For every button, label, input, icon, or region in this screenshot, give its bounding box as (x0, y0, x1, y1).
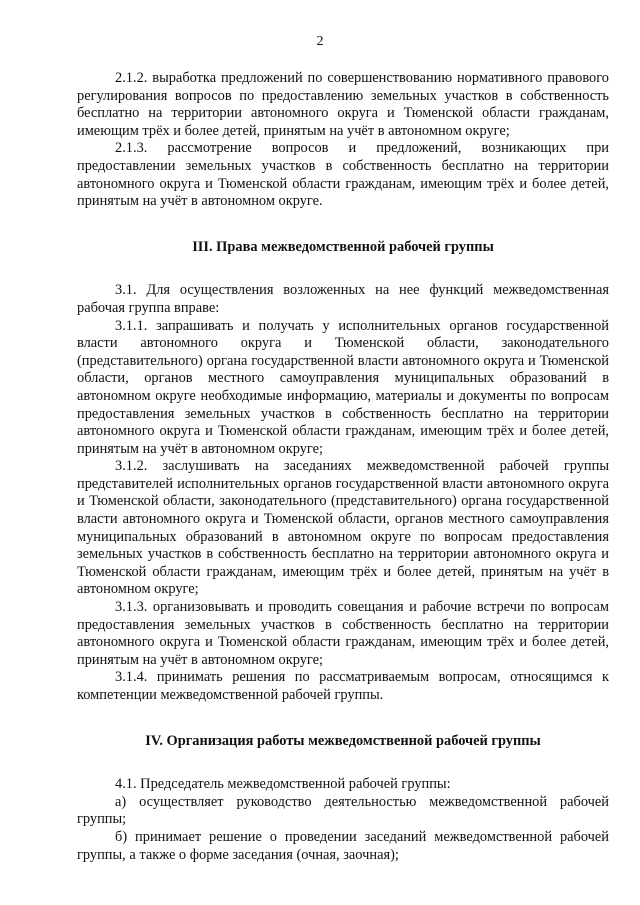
page-number: 2 (316, 34, 324, 49)
paragraph-3-1-4: 3.1.4. принимать решения по рассматриваемым вопросам, относящимся к компетенции межведомственной рабочей группы. (77, 669, 609, 703)
paragraph-3-1: 3.1. Для осуществления возложенных на нее функций межведомственная рабочая группа вправе: (77, 282, 609, 316)
paragraph-3-1-1: 3.1.1. запрашивать и получать у исполнительных органов государственной власти автономного округа и Тюменской области, законодательного (представительного) органа государственной власти автономного округа и Тюменской области, органов местного самоуправления муниципальных образований в автономном округе необходимые информацию, материалы и документы по вопросам предоставления земельных участков в собственность бесплатно на территории автономного округа и Тюменской области гражданам, имеющим трёх и более детей, принятым на учёт в автономном округе; (77, 317, 609, 457)
paragraph-4-1-b: б) принимает решение о проведении заседаний межведомственной рабочей группы, а также о форме заседания (очная, заочная); (77, 828, 609, 863)
paragraph-4-1-a: а) осуществляет руководство деятельностью межведомственной рабочей группы; (77, 793, 609, 828)
section-heading-iv: IV. Организация работы межведомственной рабочей группы (145, 732, 541, 749)
paragraph-2-1-2: 2.1.2. выработка предложений по совершенствованию нормативного правового регулирования вопросов по предоставлению земельных участков в собственность бесплатно на территории автономного округа и Тюменской области гражданам, имеющим трёх и более детей, принятым на учёт в автономном округе; (77, 70, 609, 139)
paragraph-3-1-3: 3.1.3. организовывать и проводить совещания и рабочие встречи по вопросам предоставления земельных участков в собственность бесплатно на территории автономного округа и Тюменской области гражданам, имеющим трёх и более детей, принятым на учёт в автономном округе; (77, 599, 609, 668)
paragraph-2-1-3: 2.1.3. рассмотрение вопросов и предложений, возникающих при предоставлении земельных участков в собственность бесплатно на территории автономного округа и Тюменской области гражданам, имеющим трёх и более детей, принятым на учёт в автономном округе. (77, 140, 609, 210)
paragraph-4-1: 4.1. Председатель межведомственной рабочей группы: (115, 776, 451, 793)
document-body (77, 70, 609, 864)
section-heading-iii: III. Права межведомственной рабочей группы (192, 238, 494, 255)
paragraph-3-1-2: 3.1.2. заслушивать на заседаниях межведомственной рабочей группы представителей исполнительных органов государственной власти автономного округа и Тюменской области, законодательного (представительного) органа государственной власти автономного округа и Тюменской области, органов местного самоуправления муниципальных образований в автономном округе по вопросам предоставления земельных участков в собственность бесплатно на территории автономного округа и Тюменской области гражданам, имеющим трёх и более детей, принятым на учёт в автономном округе; (77, 458, 609, 598)
